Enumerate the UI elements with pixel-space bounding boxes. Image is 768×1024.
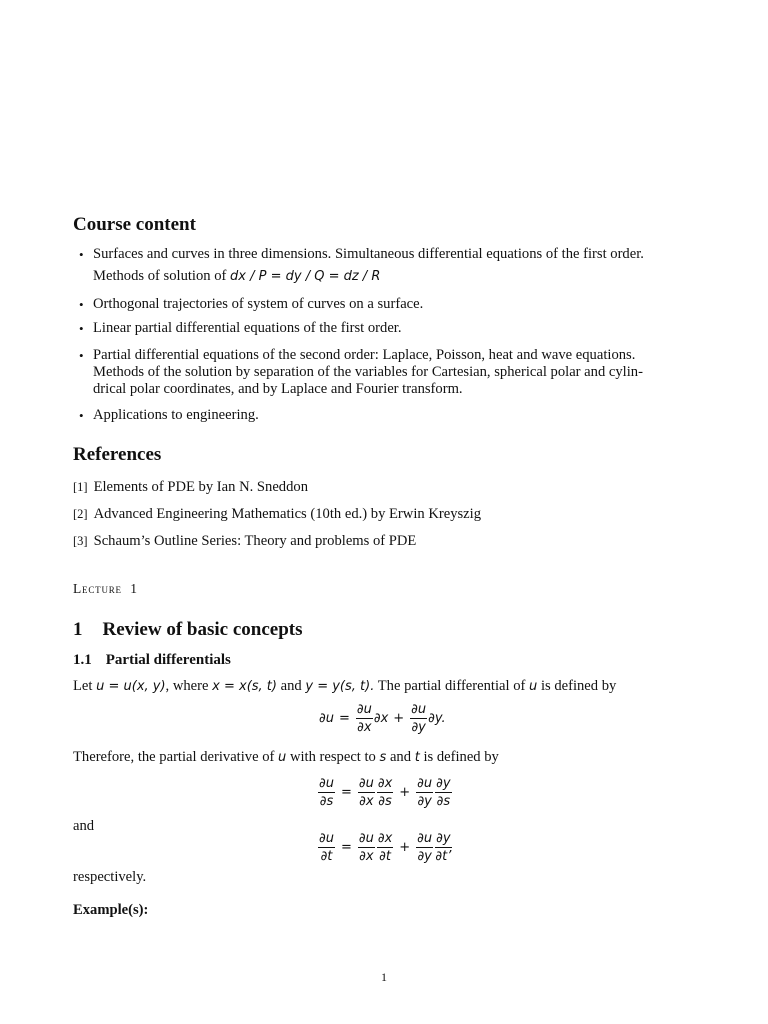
subsection-title: 1.1 Partial differentials bbox=[73, 652, 231, 668]
examples-heading: Example(s): bbox=[73, 902, 149, 918]
equation-derivative-t: $\frac{\partial u}{\partial t}$ = $\frac{\partial u}{\partial x}$ $\frac{\partial x}{\partial t}$ + $\frac{\partial u}{\partial y}$ $\frac{\partial y}{\partial t’}$ bbox=[319, 831, 452, 864]
bullet-item-4: • Partial differential equations of the second order: Laplace, Poisson, heat and wave equations. Methods of the solution by separation of the variables for Cartesian, spherical polar and cylin- drical polar coordinates, and by Laplace and Fourier transform. bbox=[79, 347, 643, 397]
paragraph-partial-derivative: Therefore, the partial derivative of u with respect to s and t is defined by bbox=[73, 749, 499, 765]
reference-item-3: [3] Schaum’s Outline Series: Theory and problems of PDE bbox=[73, 533, 417, 549]
and-word: and bbox=[73, 818, 95, 834]
page-number: 1 bbox=[381, 970, 387, 984]
references-heading: References bbox=[73, 444, 162, 465]
page-content bbox=[73, 0, 698, 1024]
bullet-item-3: • Linear partial differential equations of the first order. bbox=[79, 320, 402, 336]
bullet-icon: • bbox=[79, 408, 84, 423]
bullet-icon: • bbox=[79, 348, 84, 363]
bullet-icon: • bbox=[79, 297, 84, 312]
paragraph-partial-differential: Let u = u(x, y), where x = x(s, t) and y = y(s, t). The partial differential of u is defined by bbox=[73, 678, 617, 694]
equation-total-differential: ∂u = $\frac{\partial u}{\partial x}$ ∂x + $\frac{\partial u}{\partial y}$ ∂y. bbox=[319, 702, 446, 735]
bullet-item-5: • Applications to engineering. bbox=[79, 407, 259, 423]
section-title: 1 Review of basic concepts bbox=[73, 619, 303, 640]
course-content-heading: Course content bbox=[73, 214, 196, 235]
bullet-item-1 bbox=[79, 246, 695, 285]
bullet-icon: • bbox=[79, 321, 84, 336]
bullet-item-2: • Orthogonal trajectories of system of curves on a surface. bbox=[79, 296, 424, 312]
equation-derivative-s: $\frac{\partial u}{\partial s}$ = $\frac{\partial u}{\partial x}$ $\frac{\partial x}{\partial s}$ + $\frac{\partial u}{\partial y}$ $\frac{\partial y}{\partial s}$ bbox=[319, 776, 451, 809]
lecture-label: Lecture 1 bbox=[73, 581, 138, 596]
bullet-item-1-line-1: Surfaces and curves in three dimensions. Simultaneous differential equations of the first order. bbox=[93, 246, 644, 262]
bullet-item-1-line-2: Methods of solution of dx / P = dy / Q = dz / R bbox=[93, 268, 381, 284]
bullet-icon: • bbox=[79, 247, 84, 262]
solution-formula: dx / P = dy / Q = dz / R bbox=[230, 269, 381, 284]
reference-item-2: [2] Advanced Engineering Mathematics (10th ed.) by Erwin Kreyszig bbox=[73, 506, 482, 522]
reference-item-1: [1] Elements of PDE by Ian N. Sneddon bbox=[73, 479, 308, 495]
respectively-text: respectively. bbox=[73, 869, 147, 885]
